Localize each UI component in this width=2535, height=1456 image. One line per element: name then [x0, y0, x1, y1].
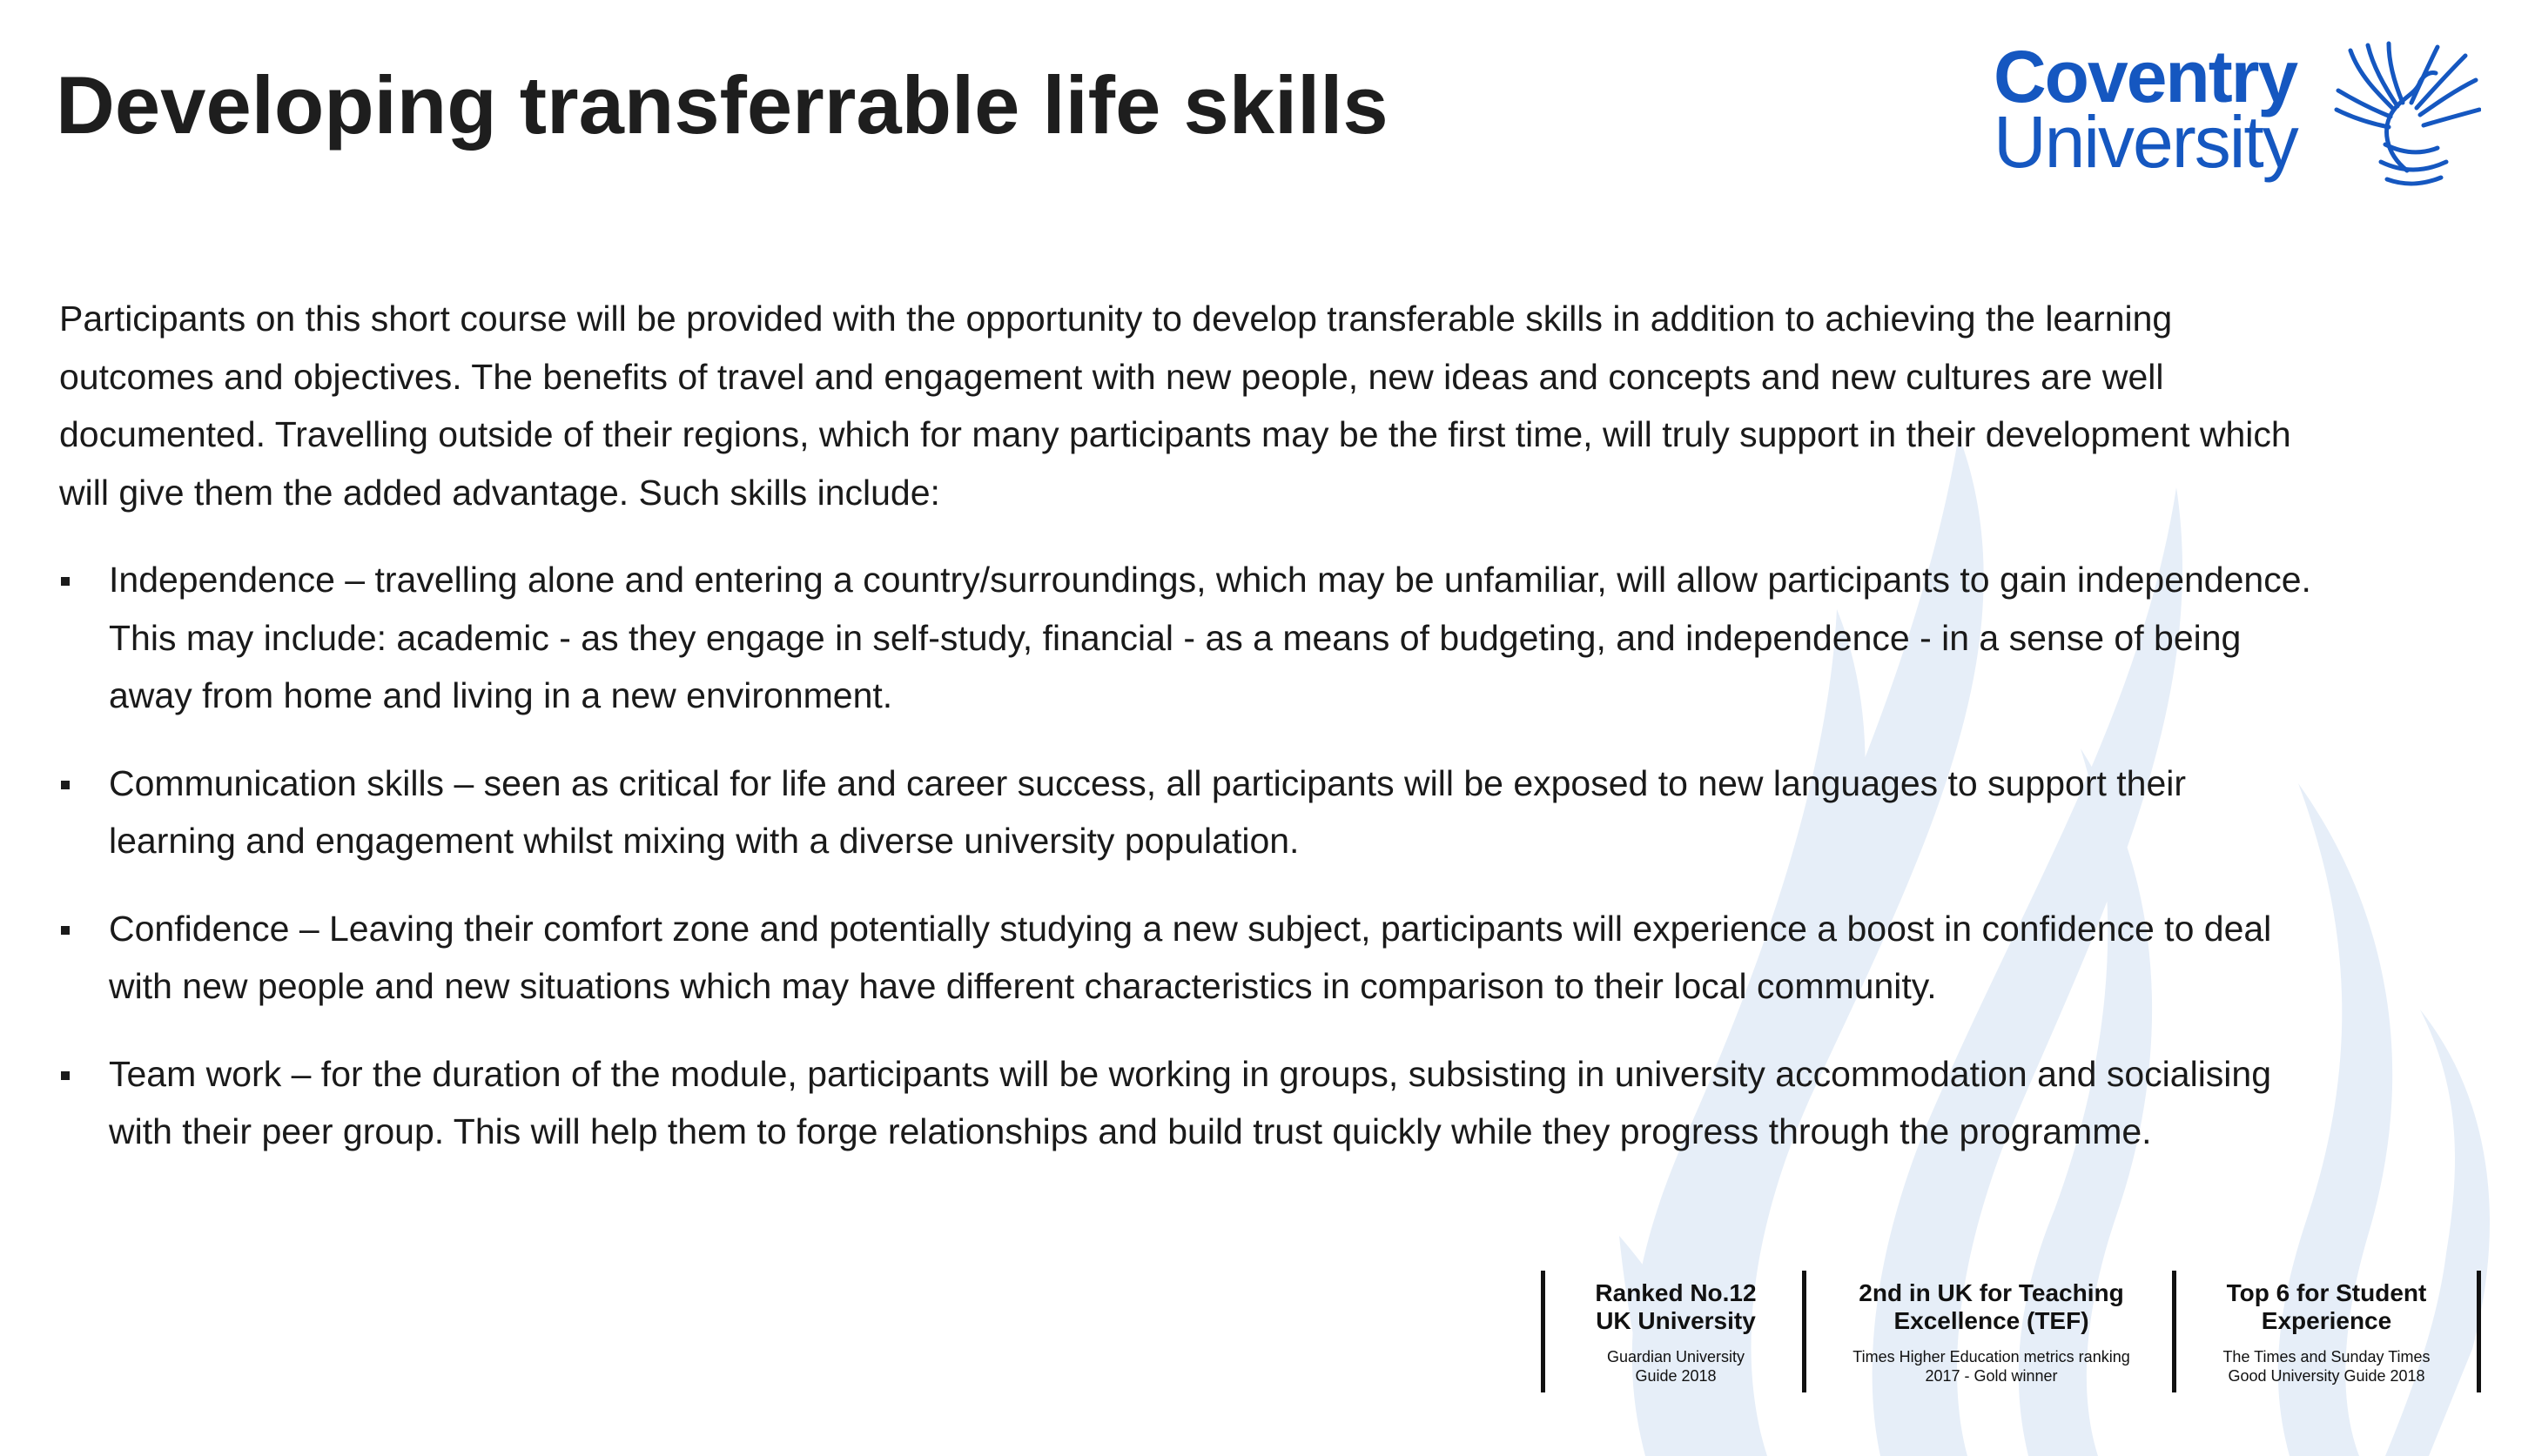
skill-text: Independence – travelling alone and entering a country/surroundings, which may be unfamiliar, will allow participants to gain independence. This may include: academic - as they engage in self-study, financial - as a means of budgeting, and independence - in a sense of being away from home and living in a new environment. — [109, 560, 2311, 715]
award-title-line2: Excellence (TEF) — [1893, 1307, 2089, 1334]
award-title-line1: Ranked No.12 — [1595, 1279, 1757, 1306]
logo-line2: University — [1994, 101, 2297, 183]
skill-text: Confidence – Leaving their comfort zone and potentially studying a new subject, participants will experience a boost in confidence to deal with new people and new situations which may have different characteristics in comparison to their local community. — [109, 908, 2272, 1006]
skill-text: Communication skills – seen as critical for life and career success, all participants will be exposed to new languages to support their learning and engagement whilst mixing with a diverse university population. — [109, 762, 2187, 861]
award-title — [1806, 1279, 2176, 1335]
list-item — [59, 551, 2314, 725]
skill-text: Team work – for the duration of the module, participants will be working in groups, subsisting in university accommodation and socialising with their peer group. This will help them to forge relationships and build trust quickly while they progress through the programme. — [109, 1053, 2272, 1151]
award-source — [1806, 1347, 2176, 1386]
award-source — [2176, 1347, 2477, 1386]
award-source-line2: 2017 - Gold winner — [1925, 1367, 2058, 1385]
award-title — [1545, 1279, 1806, 1335]
logo-wordmark — [1994, 36, 2331, 183]
list-item — [59, 1045, 2314, 1161]
coventry-university-logo — [1994, 36, 2481, 188]
award-title — [2176, 1279, 2477, 1335]
award-source-line2: Guide 2018 — [1635, 1367, 1717, 1385]
page-title: Developing transferrable life skills — [56, 59, 1389, 151]
bullet-icon — [61, 577, 70, 586]
award-source-line1: The Times and Sunday Times — [2222, 1348, 2431, 1365]
logo-line1: Coventry — [1994, 36, 2297, 117]
bullet-icon — [61, 1071, 70, 1080]
award-title-line1: Top 6 for Student — [2226, 1279, 2427, 1306]
phoenix-icon — [2333, 40, 2481, 188]
bullet-icon — [61, 781, 70, 789]
skills-list — [59, 551, 2314, 1161]
award-source-line2: Good University Guide 2018 — [2228, 1367, 2425, 1385]
award-student-experience — [2172, 1271, 2481, 1392]
list-item — [59, 755, 2314, 870]
award-ranking — [1541, 1271, 1806, 1392]
award-title-line2: Experience — [2261, 1307, 2392, 1334]
award-source-line1: Guardian University — [1606, 1348, 1745, 1365]
award-title-line1: 2nd in UK for Teaching — [1859, 1279, 2124, 1306]
award-source — [1545, 1347, 1806, 1386]
list-item — [59, 900, 2314, 1016]
bullet-icon — [61, 926, 70, 935]
main-content — [59, 290, 2314, 1191]
award-tef — [1802, 1271, 2176, 1392]
intro-paragraph: Participants on this short course will be provided with the opportunity to develop transferable skills in addition to achieving the learning outcomes and objectives. The benefits of travel and engagement with new people, new ideas and concepts and new cultures are well documented. Travelling outside of their regions, which for many participants may be the first time, will truly support in their development which will give them the added advantage. Such skills include: — [59, 299, 2291, 513]
awards-strip — [1541, 1271, 2481, 1392]
award-source-line1: Times Higher Education metrics ranking — [1852, 1348, 2130, 1365]
award-title-line2: UK University — [1596, 1307, 1756, 1334]
